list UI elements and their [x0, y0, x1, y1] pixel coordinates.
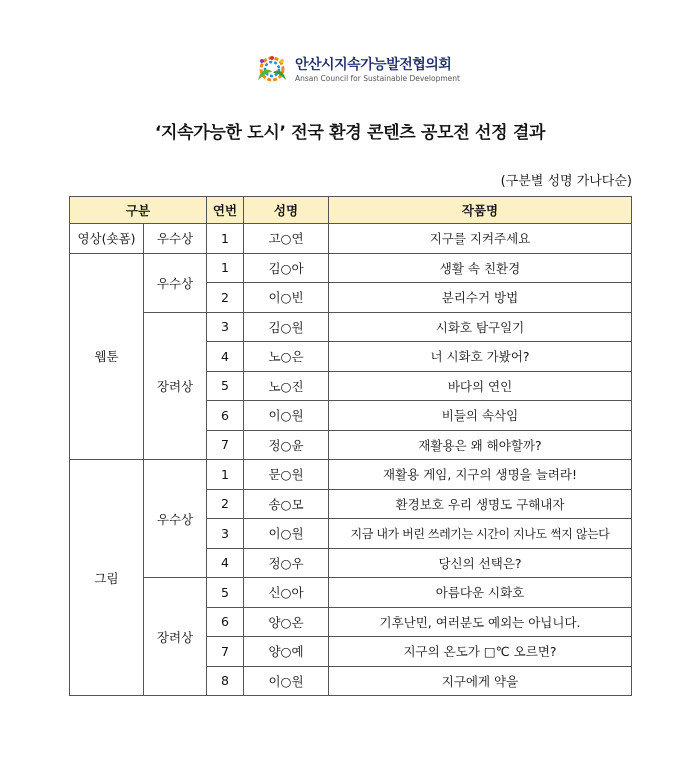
- no-cell: 8: [207, 666, 244, 696]
- name-cell: 김○아: [244, 253, 329, 283]
- table-row: [70, 312, 632, 342]
- award-cell: 우수상: [144, 253, 207, 312]
- name-cell: 이○원: [244, 666, 329, 696]
- name-cell: 문○원: [244, 460, 329, 490]
- work-cell: 분리수거 방법: [329, 283, 632, 313]
- work-cell: 당신의 선택은?: [329, 548, 632, 578]
- no-cell: 5: [207, 371, 244, 401]
- work-cell: 너 시화호 가봤어?: [329, 342, 632, 372]
- no-cell: 3: [207, 519, 244, 549]
- award-cell: 우수상: [144, 460, 207, 578]
- no-cell: 1: [207, 224, 244, 254]
- table-row: [70, 578, 632, 608]
- name-cell: 김○원: [244, 312, 329, 342]
- group-cell: 웹툰: [70, 253, 144, 460]
- work-cell: 비들의 속삭임: [329, 401, 632, 431]
- work-cell: 지구에게 약을: [329, 666, 632, 696]
- work-cell: 지금 내가 버린 쓰레기는 시간이 지나도 썩지 않는다: [329, 519, 632, 549]
- table-row: [70, 253, 632, 283]
- no-cell: 3: [207, 312, 244, 342]
- no-cell: 7: [207, 430, 244, 460]
- name-cell: 이○원: [244, 519, 329, 549]
- award-cell: 우수상: [144, 224, 207, 254]
- work-cell: 지구를 지켜주세요: [329, 224, 632, 254]
- name-cell: 노○은: [244, 342, 329, 372]
- name-cell: 양○온: [244, 607, 329, 637]
- leaf-logo-icon: [255, 54, 289, 84]
- sort-note: (구분별 성명 가나다순): [500, 174, 632, 189]
- work-cell: 재활용 게임, 지구의 생명을 늘려라!: [329, 460, 632, 490]
- name-cell: 고○연: [244, 224, 329, 254]
- name-cell: 이○빈: [244, 283, 329, 313]
- work-cell: 재활용은 왜 해야할까?: [329, 430, 632, 460]
- header-work: 작품명: [329, 197, 632, 224]
- header-category: 구분: [70, 197, 207, 224]
- name-cell: 노○진: [244, 371, 329, 401]
- work-cell: 시화호 탐구일기: [329, 312, 632, 342]
- work-cell: 아름다운 시화호: [329, 578, 632, 608]
- org-logo: [255, 50, 460, 90]
- no-cell: 2: [207, 489, 244, 519]
- work-cell: 생활 속 친환경: [329, 253, 632, 283]
- no-cell: 4: [207, 548, 244, 578]
- work-cell: 환경보호 우리 생명도 구해내자: [329, 489, 632, 519]
- work-cell: 기후난민, 여러분도 예외는 아닙니다.: [329, 607, 632, 637]
- table-row: [70, 224, 632, 254]
- header-row: [70, 197, 632, 224]
- org-name-english: Ansan Council for Sustainable Development: [295, 74, 460, 83]
- no-cell: 6: [207, 401, 244, 431]
- results-table: [69, 196, 632, 696]
- no-cell: 2: [207, 283, 244, 313]
- work-cell: 지구의 온도가 □℃ 오르면?: [329, 637, 632, 667]
- no-cell: 1: [207, 253, 244, 283]
- award-cell: 장려상: [144, 578, 207, 696]
- name-cell: 이○원: [244, 401, 329, 431]
- work-cell: 바다의 연인: [329, 371, 632, 401]
- header-no: 연번: [207, 197, 244, 224]
- name-cell: 신○아: [244, 578, 329, 608]
- group-cell: 영상(숏폼): [70, 224, 144, 254]
- org-name-korean: 안산시지속가능발전협의회: [295, 57, 452, 73]
- no-cell: 7: [207, 637, 244, 667]
- name-cell: 양○예: [244, 637, 329, 667]
- no-cell: 5: [207, 578, 244, 608]
- name-cell: 송○모: [244, 489, 329, 519]
- page-title: ‘지속가능한 도시’ 전국 환경 콘텐츠 공모전 선정 결과: [154, 123, 546, 143]
- group-cell: 그림: [70, 460, 144, 696]
- header-name: 성명: [244, 197, 329, 224]
- name-cell: 정○우: [244, 548, 329, 578]
- name-cell: 정○윤: [244, 430, 329, 460]
- no-cell: 1: [207, 460, 244, 490]
- no-cell: 4: [207, 342, 244, 372]
- table-row: [70, 460, 632, 490]
- award-cell: 장려상: [144, 312, 207, 460]
- no-cell: 6: [207, 607, 244, 637]
